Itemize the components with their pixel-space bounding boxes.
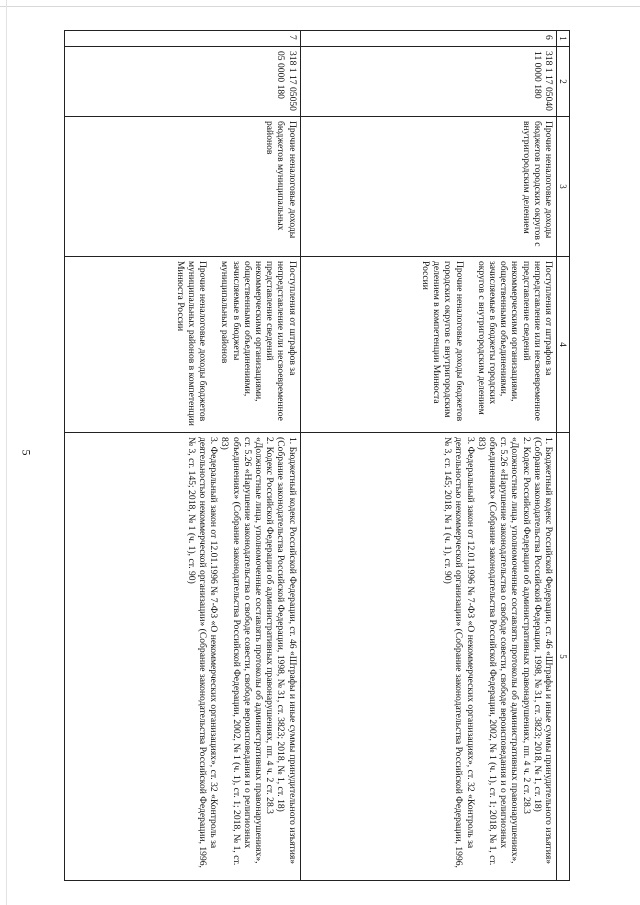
column-header: 2 [557,47,570,117]
table-row [65,31,301,881]
row-number: 7 [65,31,301,47]
description-paragraph: Поступления от штрафов за непредставление или несвоевременное представление сведений некоммерческими организациями, общественными объединениями, зачисляемые в бюджеты городских округов с внутригородским делением [475,261,554,421]
legal-basis [300,433,556,881]
column-header: 3 [557,117,570,257]
income-name: Прочие неналоговые доходы бюджетов городских округов с внутригородским делением [300,117,556,257]
page-number: 5 [19,449,34,456]
legal-basis [65,433,301,881]
description-paragraph: Прочие неналоговые доходы бюджетов городских округов с внутригородским делением в компетенции Минюста России [419,261,465,422]
row-number: 6 [300,31,556,47]
document-table [64,30,570,880]
legal-basis-item: 1. Бюджетный кодекс Российской Федерации, ст. 46 «Штрафы и иные суммы принудительного изъятия» (Собрание законодательства Российской Федерации, 1998, № 31, ст. 3823; 2018, № 1, ст. 18) [275,437,298,865]
income-description [300,257,556,433]
description-paragraph: Прочие неналоговые доходы бюджетов муниципальных районов в компетенции Минюста России [174,261,209,426]
description-paragraph: Поступления от штрафов за непредставление или несвоевременное представление сведений некоммерческими организациями, общественными объединениями, зачисляемые в бюджеты муниципальных районов [219,261,298,421]
table-header-row [557,31,570,881]
legal-basis-item: 3. Федеральный закон от 12.01.1996 № 7-ФЗ «О некоммерческих организациях», ст. 32 «Контроль за деятельностью некоммерческой организации» (Собрание законодательства Российской Федерации, 1996, № 3, ст. 145; 2018, № 1 (ч. 1), ст. 90) [185,437,220,868]
income-description [65,257,301,433]
scan-edge [0,6,640,7]
budget-code: 318 1 17 05050 05 0000 180 [65,47,301,117]
scan-edge [6,0,7,905]
budget-code: 318 1 17 05040 11 0000 180 [300,47,556,117]
legal-basis-item: 1. Бюджетный кодекс Российской Федерации, ст. 46 «Штрафы и иные суммы принудительного изъятия» (Собрание законодательства Российской Федерации, 1998, № 31, ст. 3823; 2018, № 1, ст. 18) [531,437,554,865]
legal-basis-item: 2. Кодекс Российской Федерации об административных правонарушениях, пп. 4 ч. 2 ст. 28.3 «Должностные лица, уполномоченные составлять протоколы об административных правонарушениях», ст. 5.26 «Нарушение законодательства о свободе совести, свободе вероисповедания и о религиозных объединениях» (Собрание законодательства Российской Федерации, 2002, № 1 (ч. 1), ст. 1; 2018, № 1, ст. 83) [475,437,532,866]
legal-basis-item: 2. Кодекс Российской Федерации об административных правонарушениях, пп. 4 ч. 2 ст. 28.3 «Должностные лица, уполномоченные составлять протоколы об административных правонарушениях», ст. 5.26 «Нарушение законодательства о свободе совести, свободе вероисповедания и о религиозных объединениях» (Собрание законодательства Российской Федерации, 2002, № 1 (ч. 1), ст. 1; 2018, № 1, ст. 83) [219,437,276,866]
column-header: 5 [557,433,570,881]
table-row [300,31,556,881]
column-header: 4 [557,257,570,433]
income-name: Прочие неналоговые доходы бюджетов муниципальных районов [65,117,301,257]
legal-basis-item: 3. Федеральный закон от 12.01.1996 № 7-ФЗ «О некоммерческих организациях», ст. 32 «Контроль за деятельностью некоммерческой организации» (Собрание законодательства Российской Федерации, 1996, № 3, ст. 145; 2018, № 1 (ч. 1), ст. 90) [442,437,476,868]
column-header: 1 [557,31,570,47]
